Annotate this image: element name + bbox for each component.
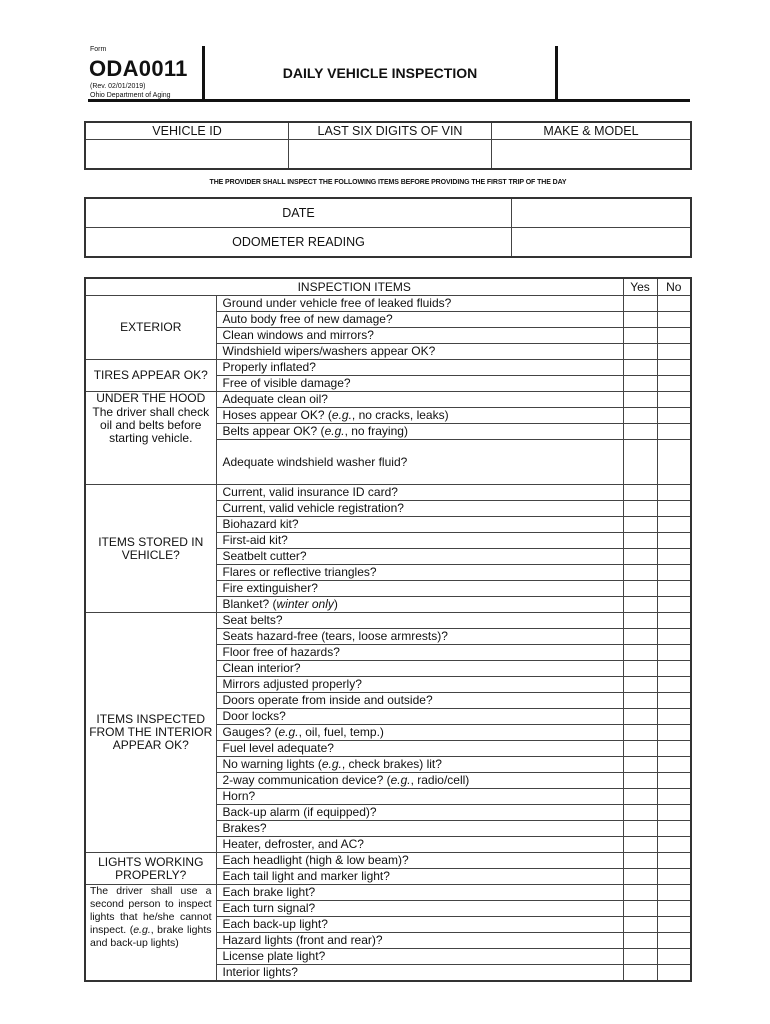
category-interior [85, 613, 216, 853]
yes-checkbox[interactable] [623, 661, 657, 677]
yes-checkbox[interactable] [623, 869, 657, 885]
category-lights [85, 853, 216, 885]
make-model-header: MAKE & MODEL [492, 122, 692, 140]
inspection-row [85, 485, 691, 501]
inspection-item: Horn? [216, 789, 623, 805]
no-checkbox[interactable] [657, 376, 691, 392]
inspection-item: Blanket? (winter only) [216, 597, 623, 613]
inspection-header-row [85, 278, 691, 296]
inspection-item: Belts appear OK? (e.g., no fraying) [216, 424, 623, 440]
inspection-item: Floor free of hazards? [216, 645, 623, 661]
no-checkbox[interactable] [657, 392, 691, 408]
inspection-item: Biohazard kit? [216, 517, 623, 533]
yes-checkbox[interactable] [623, 549, 657, 565]
form-label: Form [90, 46, 107, 53]
no-checkbox[interactable] [657, 424, 691, 440]
inspection-item: Clean interior? [216, 661, 623, 677]
inspection-item: Fire extinguisher? [216, 581, 623, 597]
lights-note: The driver shall use a second person to inspect lights that he/she cannot inspect. (e.g., brake lights and back-up lights) [85, 885, 216, 982]
yes-checkbox[interactable] [623, 821, 657, 837]
yes-checkbox[interactable] [623, 885, 657, 901]
no-checkbox[interactable] [657, 709, 691, 725]
inspection-instruction: THE PROVIDER SHALL INSPECT THE FOLLOWING ITEMS BEFORE PROVIDING THE FIRST TRIP OF THE DAY [209, 179, 567, 186]
no-checkbox[interactable] [657, 517, 691, 533]
inspection-item: Each back-up light? [216, 917, 623, 933]
no-checkbox[interactable] [657, 485, 691, 501]
no-checkbox[interactable] [657, 344, 691, 360]
yes-checkbox[interactable] [623, 709, 657, 725]
vin-field[interactable] [289, 140, 492, 170]
category-label: ITEMS STORED IN VEHICLE? [98, 534, 204, 562]
inspection-item: Adequate windshield washer fluid? [216, 440, 623, 485]
category-exterior [85, 296, 216, 360]
date-label: DATE [85, 198, 512, 228]
inspection-item: First-aid kit? [216, 533, 623, 549]
yes-checkbox[interactable] [623, 949, 657, 965]
yes-checkbox[interactable] [623, 344, 657, 360]
no-checkbox[interactable] [657, 837, 691, 853]
vehicle-id-field[interactable] [85, 140, 289, 170]
inspection-item: Each turn signal? [216, 901, 623, 917]
odometer-label: ODOMETER READING [85, 228, 512, 258]
yes-checkbox[interactable] [623, 645, 657, 661]
inspection-item: No warning lights (e.g., check brakes) lit? [216, 757, 623, 773]
yes-checkbox[interactable] [623, 533, 657, 549]
yes-checkbox[interactable] [623, 917, 657, 933]
no-checkbox[interactable] [657, 901, 691, 917]
inspection-row [85, 296, 691, 312]
vehicle-info-table [84, 121, 692, 170]
yes-checkbox[interactable] [623, 677, 657, 693]
inspection-item: Hoses appear OK? (e.g., no cracks, leaks) [216, 408, 623, 424]
revision-date: (Rev. 02/01/2019) [90, 83, 146, 90]
inspection-items-header: INSPECTION ITEMS [85, 278, 623, 296]
inspection-item: Seatbelt cutter? [216, 549, 623, 565]
yes-checkbox[interactable] [623, 376, 657, 392]
no-checkbox[interactable] [657, 613, 691, 629]
yes-checkbox[interactable] [623, 392, 657, 408]
category-stored [85, 485, 216, 613]
yes-checkbox[interactable] [623, 965, 657, 982]
no-checkbox[interactable] [657, 725, 691, 741]
inspection-item: Windshield wipers/washers appear OK? [216, 344, 623, 360]
inspection-row [85, 392, 691, 408]
yes-checkbox[interactable] [623, 517, 657, 533]
inspection-item: Back-up alarm (if equipped)? [216, 805, 623, 821]
inspection-item: 2-way communication device? (e.g., radio/cell) [216, 773, 623, 789]
inspection-item: Each tail light and marker light? [216, 869, 623, 885]
category-label: EXTERIOR [120, 320, 182, 334]
category-label: TIRES APPEAR OK? [93, 368, 208, 382]
inspection-item: Each brake light? [216, 885, 623, 901]
inspection-item: Flares or reflective triangles? [216, 565, 623, 581]
no-checkbox[interactable] [657, 965, 691, 982]
vehicle-id-header: VEHICLE ID [85, 122, 289, 140]
yes-checkbox[interactable] [623, 485, 657, 501]
yes-checkbox[interactable] [623, 853, 657, 869]
no-checkbox[interactable] [657, 949, 691, 965]
header-divider-right [555, 46, 558, 100]
no-checkbox[interactable] [657, 885, 691, 901]
inspection-item: Brakes? [216, 821, 623, 837]
yes-checkbox[interactable] [623, 901, 657, 917]
no-checkbox[interactable] [657, 328, 691, 344]
yes-checkbox[interactable] [623, 837, 657, 853]
no-checkbox[interactable] [657, 440, 691, 485]
form-revision [90, 82, 171, 100]
yes-checkbox[interactable] [623, 773, 657, 789]
inspection-item: Current, valid vehicle registration? [216, 501, 623, 517]
yes-checkbox[interactable] [623, 629, 657, 645]
inspection-item: Hazard lights (front and rear)? [216, 933, 623, 949]
form-title: DAILY VEHICLE INSPECTION [282, 65, 478, 81]
no-checkbox[interactable] [657, 408, 691, 424]
category-label: ITEMS INSPECTED FROM THE INTERIOR APPEAR OK? [89, 712, 213, 752]
no-checkbox[interactable] [657, 773, 691, 789]
no-checkbox[interactable] [657, 805, 691, 821]
date-field[interactable] [512, 198, 692, 228]
inspection-item: Clean windows and mirrors? [216, 328, 623, 344]
make-model-field[interactable] [492, 140, 692, 170]
inspection-item: Fuel level adequate? [216, 741, 623, 757]
yes-checkbox[interactable] [623, 581, 657, 597]
no-checkbox[interactable] [657, 645, 691, 661]
no-checkbox[interactable] [657, 501, 691, 517]
no-checkbox[interactable] [657, 789, 691, 805]
yes-checkbox[interactable] [623, 693, 657, 709]
inspection-row [85, 885, 691, 901]
yes-checkbox[interactable] [623, 328, 657, 344]
yes-checkbox[interactable] [623, 440, 657, 485]
inspection-table [84, 277, 692, 982]
yes-checkbox[interactable] [623, 501, 657, 517]
no-header: No [657, 278, 691, 296]
yes-checkbox[interactable] [623, 296, 657, 312]
inspection-item: Properly inflated? [216, 360, 623, 376]
no-checkbox[interactable] [657, 933, 691, 949]
inspection-item: Gauges? (e.g., oil, fuel, temp.) [216, 725, 623, 741]
inspection-item: Each headlight (high & low beam)? [216, 853, 623, 869]
category-sublabel: The driver shall check oil and belts before starting vehicle. [92, 405, 210, 445]
no-checkbox[interactable] [657, 741, 691, 757]
no-checkbox[interactable] [657, 853, 691, 869]
inspection-item: Free of visible damage? [216, 376, 623, 392]
no-checkbox[interactable] [657, 917, 691, 933]
no-checkbox[interactable] [657, 629, 691, 645]
inspection-item: Interior lights? [216, 965, 623, 982]
inspection-item: Doors operate from inside and outside? [216, 693, 623, 709]
no-checkbox[interactable] [657, 533, 691, 549]
no-checkbox[interactable] [657, 312, 691, 328]
yes-checkbox[interactable] [623, 408, 657, 424]
yes-checkbox[interactable] [623, 312, 657, 328]
no-checkbox[interactable] [657, 661, 691, 677]
inspection-item: Auto body free of new damage? [216, 312, 623, 328]
yes-checkbox[interactable] [623, 424, 657, 440]
no-checkbox[interactable] [657, 565, 691, 581]
yes-checkbox[interactable] [623, 789, 657, 805]
department-name: Ohio Department of Aging [90, 92, 171, 99]
inspection-row [85, 853, 691, 869]
yes-checkbox[interactable] [623, 597, 657, 613]
no-checkbox[interactable] [657, 296, 691, 312]
yes-checkbox[interactable] [623, 360, 657, 376]
inspection-item: Mirrors adjusted properly? [216, 677, 623, 693]
category-hood [85, 392, 216, 485]
yes-checkbox[interactable] [623, 565, 657, 581]
yes-checkbox[interactable] [623, 613, 657, 629]
inspection-item: Door locks? [216, 709, 623, 725]
yes-checkbox[interactable] [623, 757, 657, 773]
inspection-item: Adequate clean oil? [216, 392, 623, 408]
yes-checkbox[interactable] [623, 741, 657, 757]
header-rule [88, 99, 690, 102]
yes-header: Yes [623, 278, 657, 296]
form-number: ODA0011 [89, 56, 188, 81]
odometer-field[interactable] [512, 228, 692, 258]
no-checkbox[interactable] [657, 869, 691, 885]
yes-checkbox[interactable] [623, 933, 657, 949]
category-tires [85, 360, 216, 392]
inspection-item: License plate light? [216, 949, 623, 965]
no-checkbox[interactable] [657, 360, 691, 376]
no-checkbox[interactable] [657, 597, 691, 613]
yes-checkbox[interactable] [623, 725, 657, 741]
inspection-row [85, 360, 691, 376]
inspection-item: Seat belts? [216, 613, 623, 629]
inspection-item: Ground under vehicle free of leaked fluids? [216, 296, 623, 312]
category-label: LIGHTS WORKING PROPERLY? [98, 854, 204, 882]
inspection-row [85, 613, 691, 629]
no-checkbox[interactable] [657, 821, 691, 837]
inspection-item: Current, valid insurance ID card? [216, 485, 623, 501]
no-checkbox[interactable] [657, 549, 691, 565]
vin-header: LAST SIX DIGITS OF VIN [289, 122, 492, 140]
yes-checkbox[interactable] [623, 805, 657, 821]
inspection-item: Heater, defroster, and AC? [216, 837, 623, 853]
inspection-item: Seats hazard-free (tears, loose armrests)? [216, 629, 623, 645]
no-checkbox[interactable] [657, 693, 691, 709]
no-checkbox[interactable] [657, 581, 691, 597]
date-odometer-table [84, 197, 692, 258]
no-checkbox[interactable] [657, 757, 691, 773]
category-label: UNDER THE HOOD [96, 391, 206, 405]
no-checkbox[interactable] [657, 677, 691, 693]
